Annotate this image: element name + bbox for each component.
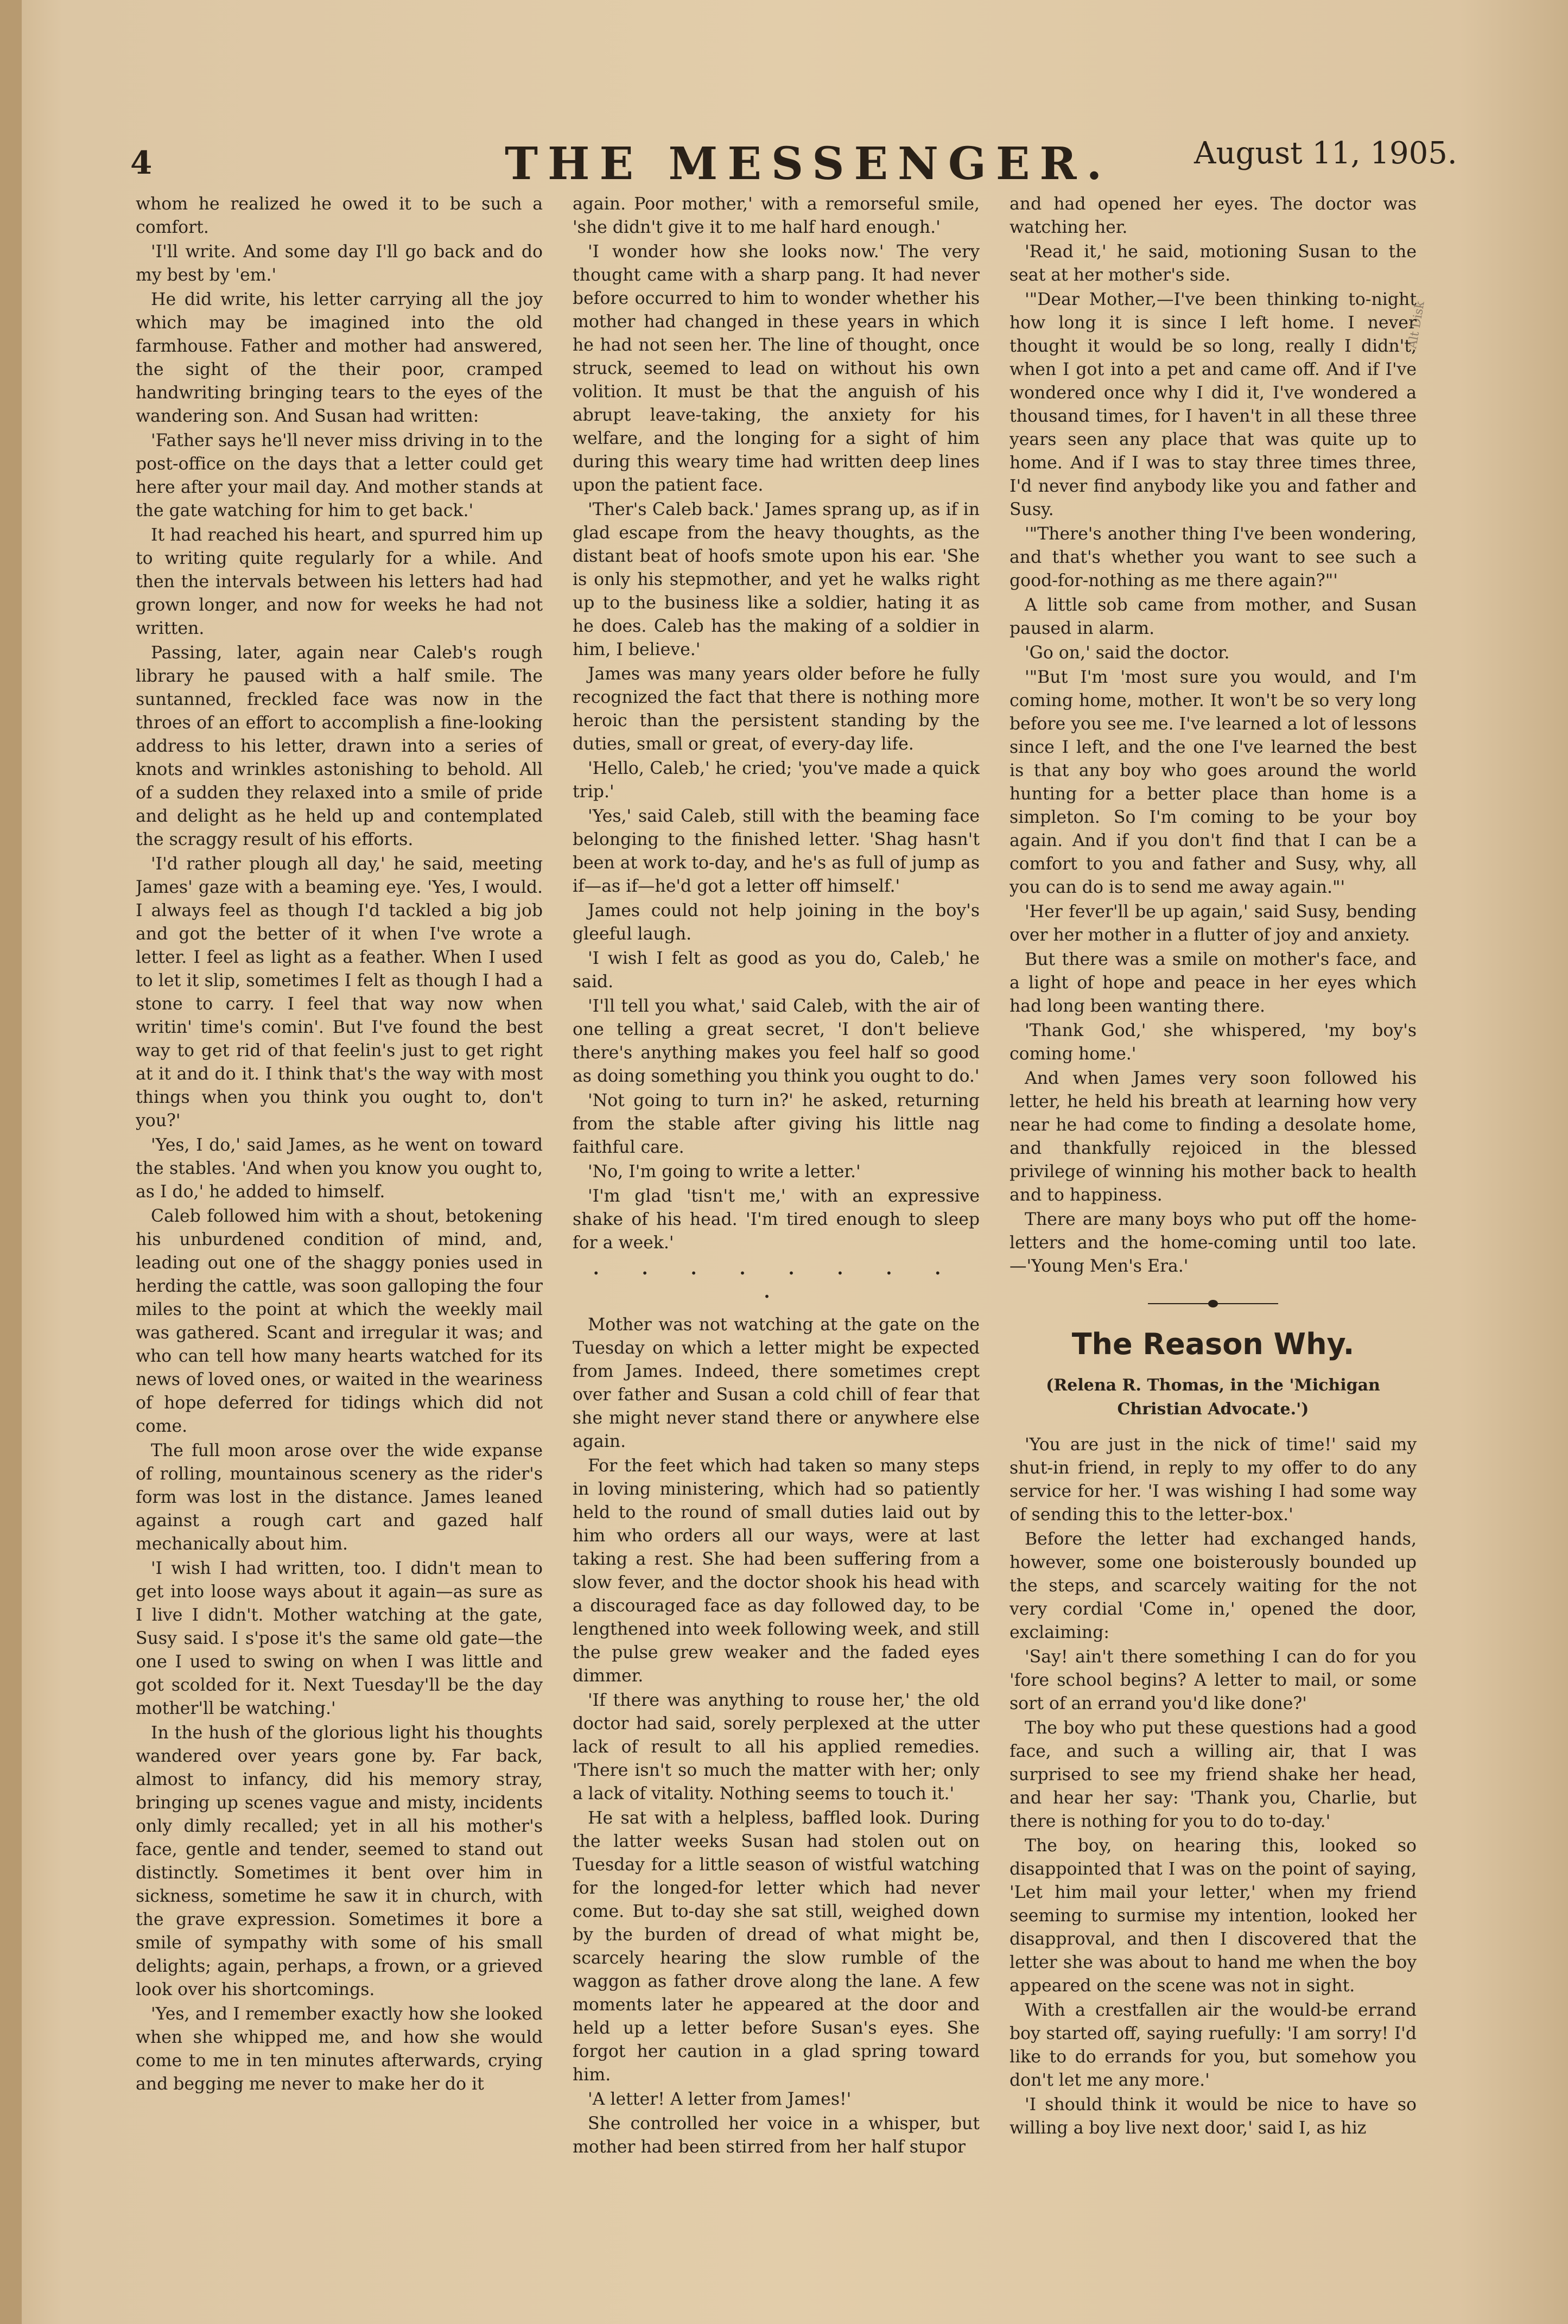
column-2: [573, 193, 980, 2212]
paragraph: James was many years older before he fully recognized the fact that there is nothing more heroic than the persistent standing by the duties, small or great, of every-day life.: [573, 664, 980, 754]
paragraph: Passing, later, again near Caleb's rough library he paused with a half smile. The suntanned, freckled face was now in the throes of an effort to accomplish a fine-looking address to his letter, drawn into a series of knots and wrinkles astonishing to behold. All of a sudden they relaxed into a smile of pride and delight as he held up and contemplated the scraggy result of his efforts.: [136, 643, 543, 849]
paragraph: 'Father says he'll never miss driving in to the post-office on the days that a letter could get here after your mail day. And mother stands at the gate watching for him to get back.': [136, 431, 543, 520]
paragraph: 'I should think it would be nice to have so willing a boy live next door,' said I, as hiz: [1010, 2095, 1417, 2138]
paragraph: 'Ther's Caleb back.' James sprang up, as if in glad escape from the heavy thoughts, as the distant beat of hoofs smote upon his ear. 'She is only his stepmother, and yet he walks right up to the business like a soldier, hating it as he does. Caleb has the making of a soldier in him, I believe.': [573, 500, 980, 659]
paragraph: 'Her fever'll be up again,' said Susy, bending over her mother in a flutter of joy and anxiety.: [1010, 902, 1417, 945]
issue-date: August 11, 1905.: [1194, 136, 1457, 171]
paragraph: A little sob came from mother, and Susan paused in alarm.: [1010, 595, 1417, 638]
paragraph: 'I'd rather plough all day,' he said, meeting James' gaze with a beaming eye. 'Yes, I would. I always feel as though I'd tackled a big job and got the better of it when I've wrote a letter. I feel as light as a feather. When I used to let it slip, sometimes I felt as though I had a stone to carry. I feel that way now when writin' time's comin'. But I've found the best way to get rid of that feelin's just to get right at it and do it. I think that's the way with most things when you think you ought to, don't you?': [136, 854, 543, 1131]
paragraph: '"But I'm 'most sure you would, and I'm coming home, mother. It won't be so very long before you see me. I've learned a lot of lessons since I left, and the one I've learned the best is that any boy who goes around the world hunting for a better place than home is a simpleton. So I'm coming to be your boy again. And if you don't find that I can be a comfort to you and father and Susy, why, all you can do is to send me away again."': [1010, 668, 1417, 897]
paragraph: He sat with a helpless, baffled look. During the latter weeks Susan had stolen out on Tuesday for a little season of wistful watching for the longed-for letter which had never come. But to-day she sat still, weighed down by the burden of dread of what might be, scarcely hearing the slow rumble of the waggon as father drove along the lane. A few moments later he appeared at the door and held up a letter before Susan's eyes. She forgot her caution in a glad spring toward him.: [573, 1808, 980, 2085]
page-header: [0, 130, 1568, 195]
paragraph: again. Poor mother,' with a remorseful smile, 'she didn't give it to me half hard enough.': [573, 194, 980, 237]
paragraph: 'I wish I felt as good as you do, Caleb,' he said.: [573, 949, 980, 992]
paragraph: And when James very soon followed his letter, he held his breath at learning how very near he had come to finding a desolate home, and thankfully rejoiced in the blessed privilege of winning his mother back to health and to happiness.: [1010, 1069, 1417, 1205]
paragraph: whom he realized he owed it to be such a comfort.: [136, 194, 543, 237]
paragraph: For the feet which had taken so many steps in loving ministering, which had so patiently held to the round of small duties laid out by him who orders all our ways, were at last taking a rest. She had been suffering from a slow fever, and the doctor shook his head with a discouraged face as day followed day, to be lengthened into week following week, and still the pulse grew weaker and the faded eyes dimmer.: [573, 1456, 980, 1686]
paragraph: He did write, his letter carrying all the joy which may be imagined into the old farmhouse. Father and mother had answered, the sight of the their poor, cramped handwriting bringing tears to the eyes of the wandering son. And Susan had written:: [136, 290, 543, 426]
paragraph: 'Yes,' said Caleb, still with the beaming face belonging to the finished letter. 'Shag hasn't been at work to-day, and he's as full of jump as if—as if—he'd got a letter off himself.': [573, 807, 980, 896]
paragraph: '"Dear Mother,—I've been thinking to-night how long it is since I left home. I never thought it would be so long, really I didn't, when I got into a pet and came off. And if I've wondered once why I did it, I've wondered a thousand times, for I haven't in all these three years seen any place that was quite up to home. And if I was to stay three times three, I'd never find anybody like you and father and Susy.: [1010, 290, 1417, 519]
paragraph: The full moon arose over the wide expanse of rolling, mountainous scenery as the rider's form was lost in the distance. James leaned against a rough cart and gazed half mechanically about him.: [136, 1441, 543, 1554]
paragraph: 'Go on,' said the doctor.: [1025, 643, 1230, 663]
paragraph: 'I'll write. And some day I'll go back and do my best by 'em.': [136, 242, 543, 285]
paragraph: 'Yes, and I remember exactly how she looked when she whipped me, and how she would come to me in ten minutes afterwards, crying and begging me never to make her do it: [136, 2004, 543, 2094]
paragraph: James could not help joining in the boy's gleeful laugh.: [573, 901, 980, 944]
paragraph: 'Not going to turn in?' he asked, returning from the stable after giving his little nag faithful care.: [573, 1091, 980, 1157]
paragraph: 'Read it,' he said, motioning Susan to the seat at her mother's side.: [1010, 242, 1417, 285]
paragraph: With a crestfallen air the would-be errand boy started off, saying ruefully: 'I am sorry! I'd like to do errands for you, but somehow you don't let me any more.': [1010, 2001, 1417, 2090]
article-title: The Reason Why.: [1071, 1327, 1355, 1361]
paragraph: '"There's another thing I've been wondering, and that's whether you want to see such a good-for-nothing as me there again?"': [1010, 524, 1417, 590]
pencil-annotation: Alt Disk: [1406, 300, 1427, 350]
article-divider: [1148, 1300, 1278, 1307]
paragraph: 'Yes, I do,' said James, as he went on toward the stables. 'And when you know you ought to, as I do,' he added to himself.: [136, 1135, 543, 1202]
divider-ornament: [1208, 1300, 1218, 1307]
paragraph: But there was a smile on mother's face, and a light of hope and peace in her eyes which had long been wanting there.: [1010, 950, 1417, 1016]
text-columns: [136, 193, 1417, 2212]
paragraph: There are many boys who put off the home-letters and the home-coming until too late.—'Young Men's Era.': [1010, 1210, 1417, 1276]
article-byline: (Relena R. Thomas, in the 'Michigan Christian Advocate.'): [1046, 1376, 1380, 1419]
column-3: [1010, 193, 1417, 2212]
masthead-title: THE MESSENGER.: [505, 138, 1112, 190]
paragraph: 'No, I'm going to write a letter.': [588, 1162, 861, 1182]
page-number: 4: [130, 144, 153, 181]
paragraph: 'Thank God,' she whispered, 'my boy's coming home.': [1010, 1021, 1417, 1064]
paragraph: and had opened her eyes. The doctor was watching her.: [1010, 194, 1417, 237]
paragraph: 'If there was anything to rouse her,' the old doctor had said, sorely perplexed at the utter lack of result to all his applied remedies. 'There isn't so much the matter with her; only a lack of vitality. Nothing seems to touch it.': [573, 1691, 980, 1804]
paragraph: Before the letter had exchanged hands, however, some one boisterously bounded up the steps, and scarcely waiting for the not very cordial 'Come in,' opened the door, exclaiming:: [1010, 1529, 1417, 1642]
paragraph: 'Say! ain't there something I can do for you 'fore school begins? A letter to mail, or some sort of an errand you'd like done?': [1010, 1647, 1417, 1713]
column-1: [136, 193, 543, 2212]
paragraph: 'I wonder how she looks now.' The very thought came with a sharp pang. It had never before occurred to him to wonder whether his mother had changed in these years in which he had not seen her. The line of thought, once struck, seemed to lead on without his own volition. It must be that the anguish of his abrupt leave-taking, the anxiety for his welfare, and the longing for a sight of him during this weary time had written deep lines upon the patient face.: [573, 242, 980, 495]
section-separator: . . . . . . . . .: [593, 1259, 960, 1302]
paragraph: The boy who put these questions had a good face, and such a willing air, that I was surprised to see my friend shake her head, and hear her say: 'Thank you, Charlie, but there is nothing for you to do to-day.': [1010, 1718, 1417, 1831]
paragraph: 'A letter! A letter from James!': [588, 2090, 852, 2109]
paragraph: Mother was not watching at the gate on the Tuesday on which a letter might be expected from James. Indeed, there sometimes crept over father and Susan a cold chill of fear that she might never stand there or anywhere else again.: [573, 1315, 980, 1451]
paragraph: 'I'm glad 'tisn't me,' with an expressive shake of his head. 'I'm tired enough to sleep for a week.': [573, 1186, 980, 1253]
paragraph: Caleb followed him with a shout, betokening his unburdened condition of mind, and, leading out one of the shaggy ponies used in herding the cattle, was soon galloping the four miles to the point at which the weekly mail was gathered. Scant and irregular it was; and who can tell how many hearts watched for its news of loved ones, or waited in the weariness of hope deferred for tidings which did not come.: [136, 1207, 543, 1436]
paragraph: She controlled her voice in a whisper, but mother had been stirred from her half stupor: [573, 2114, 980, 2157]
paragraph: In the hush of the glorious light his thoughts wandered over years gone by. Far back, almost to infancy, did his memory stray, bringing up scenes vague and misty, incidents only dimly recalled; yet in all his mother's face, gentle and tender, seemed to stand out distinctly. Sometimes it bent over him in sickness, sometime he saw it in church, with the grave expression. Sometimes it bore a smile of sympathy with some of his small delights; again, perhaps, a frown, or a grieved look over his shortcomings.: [136, 1723, 543, 1999]
paragraph: 'I'll tell you what,' said Caleb, with the air of one telling a great secret, 'I don't believe there's anything makes you feel half so good as doing something you think you ought to do.': [573, 996, 980, 1086]
paragraph: The boy, on hearing this, looked so disappointed that I was on the point of saying, 'Let him mail your letter,' when my friend seeming to surmise my intention, looked her disapproval, and then I discovered that the letter she was about to hand me when the boy appeared on the scene was not in sight.: [1010, 1836, 1417, 1996]
paragraph: 'You are just in the nick of time!' said my shut-in friend, in reply to my offer to do any service for her. 'I was wishing I had some way of sending this to the letter-box.': [1010, 1435, 1417, 1525]
paragraph: 'Hello, Caleb,' he cried; 'you've made a quick trip.': [573, 759, 980, 802]
page-edge: [0, 0, 22, 2324]
paragraph: 'I wish I had written, too. I didn't mean to get into loose ways about it again—as sure as I live I didn't. Mother watching at the gate, Susy said. I s'pose it's the same old gate—the one I used to swing on when I was little and got scolded for it. Next Tuesday'll be the day mother'll be watching.': [136, 1559, 543, 1718]
paragraph: It had reached his heart, and spurred him up to writing quite regularly for a while. And then the intervals between his letters had had grown longer, and now for weeks he had not written.: [136, 525, 543, 638]
